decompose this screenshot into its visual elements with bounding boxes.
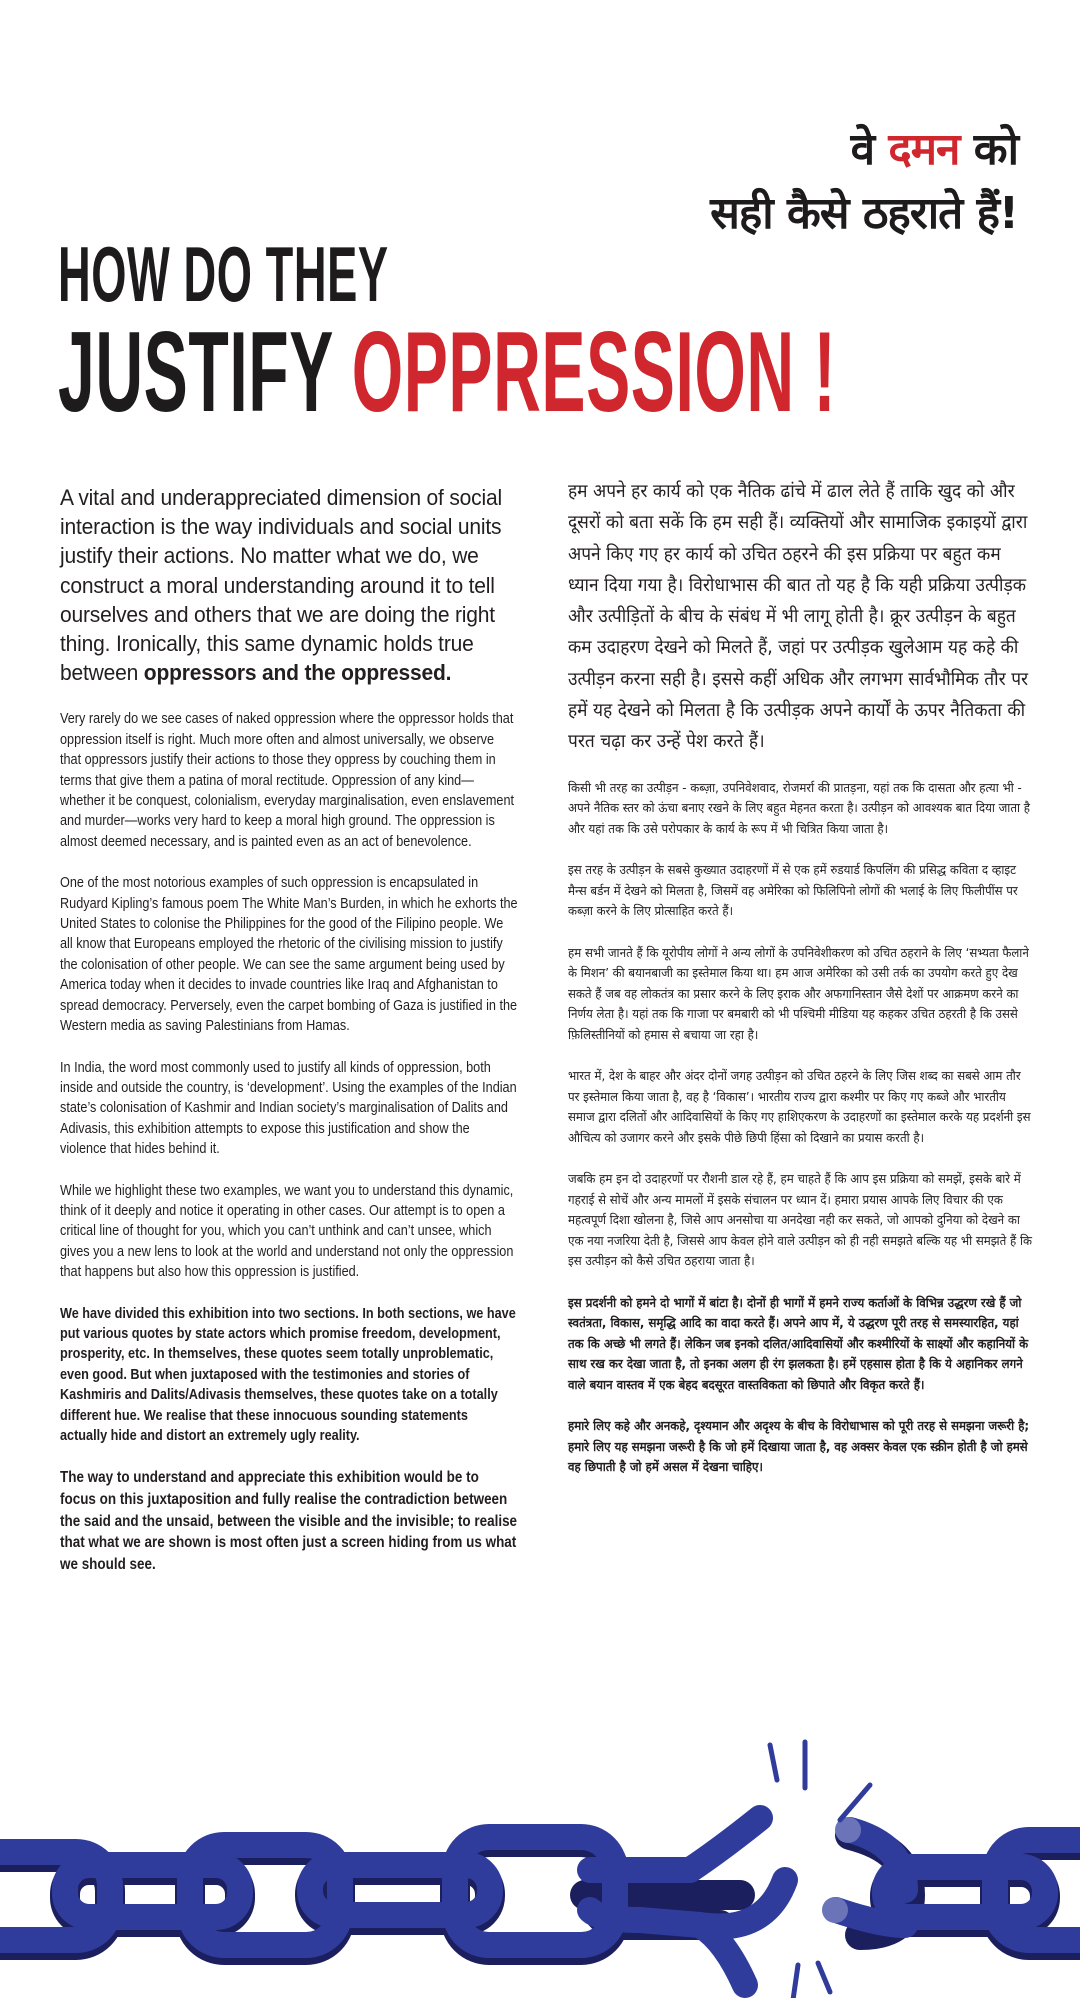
english-paragraph: One of the most notorious examples of such oppression is encapsulated in Rudyard Kipling’s famous poem The White Man’s Burden, in which he exhorts the United States to colonise the Philippines for the good of the Filipino people. We all know that Europeans employed the rhetoric of the civilising mission to justify the colonisation of other people. We can see the same argument being used by America today when it decides to invade countries like Iraq and Afghanistan to spread democracy. Perversely, even the carpet bombing of Gaza is justified in the Western media as saving Palestinians from Hamas. xyxy=(60,875,518,1035)
broken-chain-illustration xyxy=(0,1720,1080,1998)
hindi-title-word-ko: को xyxy=(959,124,1018,175)
english-paragraph: While we highlight these two examples, we want you to understand this dynamic, think of it deeply and notice it operating in other cases. Our attempt is to open a critical line of thought for you, which you can’t unthink and can’t unsee, which gives you a new lens to look at the world and understand not only the oppression that happens but also how this oppression is justified. xyxy=(60,1182,514,1281)
hindi-title-word-ve: वे xyxy=(850,124,889,175)
hindi-title-highlight-daman: दमन xyxy=(888,124,960,175)
english-column xyxy=(60,483,520,1596)
hindi-bold-paragraph: इस प्रदर्शनी को हमने दो भागों में बांटा है। दोनों ही भागों में हमने राज्य कर्ताओं के विभिन्न उद्धरण रखे हैं जो स्वतंत्रता, विकास, समृद्धि आदि का वादा करते हैं। अपने आप में, ये उद्धरण पूरी तरह से समस्यारहित, यहां तक कि अच्छे भी लगते हैं। लेकिन जब इनको दलित/आदिवासियों और कश्मीरियों के साक्ष्यों और कहानियों के साथ रख कर देखा जाता है, तो इनका अलग ही रंग झलकता है। हमें एहसास होता है कि ये अहानिकर लगने वाले बयान वास्तव में एक बेहद बदसूरत वास्तविकता को छिपाते और विकृत करते हैं। xyxy=(568,1294,1029,1392)
hindi-paragraph: जबकि हम इन दो उदाहरणों पर रौशनी डाल रहे हैं, हम चाहते हैं कि आप इस प्रक्रिया को समझें, इसके बारे में गहराई से सोचें और अन्य मामलों में इसके संचालन पर ध्यान दें। हमारा प्रयास आपके लिए विचार की एक महत्वपूर्ण दिशा खोलना है, जिसे आप अनसोचा या अनदेखा नही कर सकते, जो आपको दुनिया को देखने का एक नया नजरिया देती है, जिससे आप केवल होने वाले उत्पीड़न को ही नही समझते बल्कि यह भी समझते हैं कि इस उत्पीड़न को कैसे उचित ठहराया जाता है। xyxy=(568,1171,1032,1269)
spark-line xyxy=(818,1963,830,1992)
hindi-paragraph: इस तरह के उत्पीड़न के सबसे कुख्यात उदाहरणों में से एक हमें रुडयार्ड किपलिंग की प्रसिद्ध कविता द व्हाइट मैन्स बर्डन में देखने को मिलता है, जिसमें वह अमेरिका को फिलिपिनो लोगों की भलाई के लिए फिलीपींस पर कब्ज़ा करने के लिए प्रोत्साहित करते हैं। xyxy=(568,862,1018,919)
hindi-title xyxy=(710,118,1018,246)
english-bold-paragraph: The way to understand and appreciate this exhibition would be to focus on this juxtaposition and fully realise the contradiction between the said and the unsaid, between the visible and the invisible; to realise that what we are shown is most often just a screen hiding from us what we should see. xyxy=(60,1469,518,1573)
spark-line xyxy=(793,1965,798,1998)
english-bold-paragraph: We have divided this exhibition into two sections. In both sections, we have put various quotes by state actors which promise freedom, development, prosperity, etc. In themselves, these quotes seem totally unproblematic, even good. But when juxtaposed with the testimonies and stories of Kashmiris and Dalits/Adivasis themselves, these quotes take on a totally different hue. We realise that these innocuous sounding statements actually hide and distort an extremely ugly reality. xyxy=(60,1305,516,1445)
english-lead-text: A vital and underappreciated dimension of social interaction is the way individuals and social units justify their actions. No matter what we do, we construct a moral understanding around it to tell ourselves and others that we are doing the right thing. Ironically, this same dynamic holds true between xyxy=(60,485,502,686)
hindi-title-line-1 xyxy=(710,118,1018,182)
hindi-paragraph: हम सभी जानते हैं कि यूरोपीय लोगों ने अन्य लोगों के उपनिवेशीकरण को उचित ठहराने के लिए ‘सभ्यता फैलाने के मिशन’ की बयानबाजी का इस्तेमाल किया था। हम आज अमेरिका को उसी तर्क का उपयोग करते हुए देख सकते हैं जब वह लोकतंत्र का प्रसार करने के लिए इराक और अफगानिस्तान जैसे देशों पर आक्रमण करने का निर्णय लेता है। यहां तक कि गाजा पर बमबारी को भी पश्चिमी मीडिया यह कहकर उचित ठहरती है कि उससे फ़िलिस्तीनियों को हमास से बचाया जा रहा है। xyxy=(568,944,1029,1042)
hindi-bold-paragraph: हमारे लिए कहे और अनकहे, दृश्यमान और अदृश्य के बीच के विरोधाभास को पूरी तरह से समझना जरूरी है; हमारे लिए यह समझना जरूरी है कि जो हमें दिखाया जाता है, वह अक्सर केवल एक स्क्रीन होती है जो हमसे वह छिपाती है जो हमें असल में देखना चाहिए। xyxy=(568,1418,1030,1475)
english-title-oppression: OPPRESSION ! xyxy=(351,309,837,436)
english-paragraph: In India, the word most commonly used to justify all kinds of oppression, both inside and outside the country, is ‘development’. Using the examples of the Indian state’s colonisation of Kashmir and Indian society’s marginalisation of Dalits and Adivasis, this exhibition attempts to expose this justification and show the violence that hides behind it. xyxy=(60,1059,517,1158)
hindi-paragraph: किसी भी तरह का उत्पीड़न - कब्ज़ा, उपनिवेशवाद, रोजमर्रा की प्रातड़ना, यहां तक कि दासता और हत्या भी - अपने नैतिक स्तर को ऊंचा बनाए रखने के लिए बहुत मेहनत करता है। उत्पीड़न को आवश्यक बात दिया जाता है और यहां तक कि उसे परोपकार के कार्य के रूप में भी चित्रित किया जाता है। xyxy=(568,779,1031,836)
english-lead-paragraph xyxy=(60,483,525,687)
spark-line xyxy=(840,1785,870,1820)
english-paragraph: Very rarely do we see cases of naked oppression where the oppressor holds that oppression itself is right. Much more often and almost universally, we observe that oppressors justify their actions to those they oppress by couching them in terms that give them a patina of moral rectitude. Oppression of any kind—whether it be conquest, colonialism, everyday marginalisation, even enslavement and murder—works very hard to keep a moral high ground. The oppression is almost deemed necessary, and is painted even as an act of benevolence. xyxy=(60,711,515,850)
english-title-line-1: HOW DO THEY xyxy=(58,230,389,318)
chain-links-left xyxy=(0,1818,785,1985)
english-lead-bold: oppressors and the oppressed. xyxy=(143,660,452,686)
hindi-column xyxy=(568,476,1038,1499)
english-title-line-2 xyxy=(58,307,836,438)
spark-line xyxy=(770,1745,777,1780)
hindi-lead-paragraph: हम अपने हर कार्य को एक नैतिक ढांचे में ढाल लेते हैं ताकि खुद को और दूसरों को बता सकें कि हम सही हैं। व्यक्तियों और सामाजिक इकाइयों द्वारा अपने किए गए हर कार्य को उचित ठहरने की इस प्रक्रिया पर बहुत कम ध्यान दिया गया है। विरोधाभास की बात तो यह है कि यही प्रक्रिया उत्पीड़क और उत्पीड़ितों के बीच के संबंध में भी लागू होती है। क्रूर उत्पीड़न के बहुत कम उदाहरण देखने को मिलते हैं, जहां पर उत्पीड़क खुलेआम यह कहे की उत्पीड़न करना सही है। इससे कहीं अधिक और लगभग सार्वभौमिक तौर पर हमें यह देखने को मिलता है कि उत्पीड़क अपने कार्यों के ऊपर नैतिकता की परत चढ़ा कर उन्हें पेश करते हैं। xyxy=(568,481,1029,753)
hindi-paragraph: भारत में, देश के बाहर और अंदर दोनों जगह उत्पीड़न को उचित ठहरने के लिए जिस शब्द का सबसे आम तौर पर इस्तेमाल किया जाता है, वह है ‘विकास’। भारतीय राज्य द्वारा कश्मीर पर किए गए कब्जे और भारतीय समाज द्वारा दलितों और आदिवासियों के किए गए हाशिएकरण के उदाहरणों का इस्तेमाल करके यह प्रदर्शनी इस औचित्य को उजागर करने और इसके पीछे छिपी हिंसा को दिखाने का प्रयास करती है। xyxy=(568,1068,1031,1145)
broken-link-end-cap xyxy=(822,1897,848,1923)
hindi-title-line-2: सही कैसे ठहराते हैं! xyxy=(710,188,1018,239)
chain-link xyxy=(65,1865,240,1917)
english-title-justify: JUSTIFY xyxy=(58,309,352,436)
chain-links-right xyxy=(822,1817,1080,1945)
